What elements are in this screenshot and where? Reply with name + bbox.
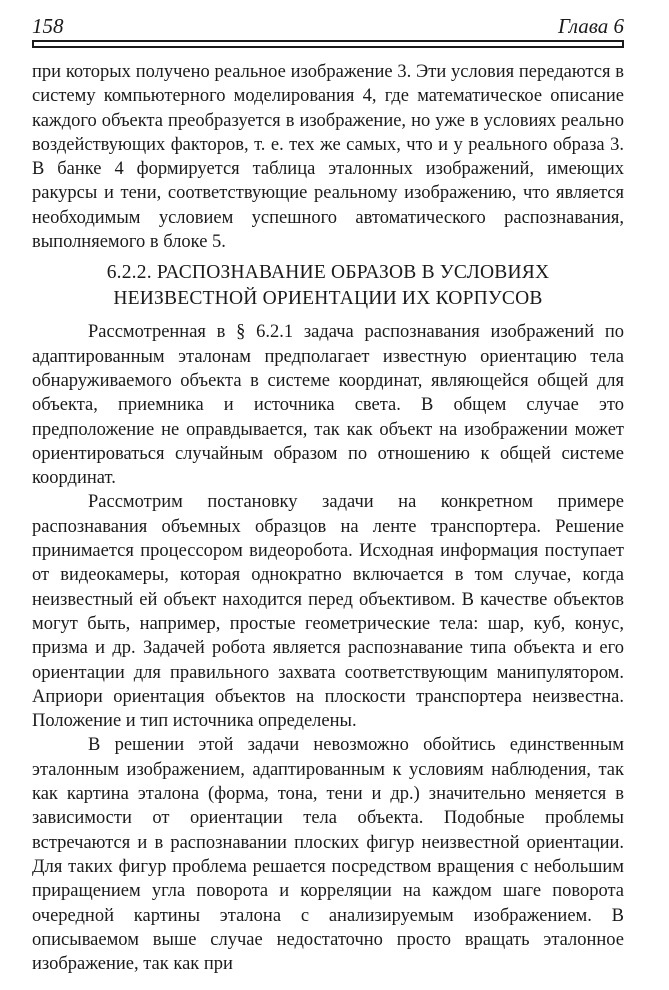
page-body: [32, 60, 624, 976]
running-head: [32, 14, 624, 40]
section-heading: [32, 260, 624, 312]
paragraph: Рассмотрим постановку задачи на конкретном примере распознавания объемных образцов на ленте транспортера. Решение принимается процессором видеоробота. Исходная информация поступает от видеокамеры, которая однократно включается в том случае, когда неизвестный ей объект находится перед объективом. В качестве объектов могут быть, например, простые геометрические тела: шар, куб, конус, призма и др. Задачей робота является распознавание типа объекта и его ориентации для правильного захвата соответствующим манипулятором. Априори ориентация объектов на плоскости транспортера неизвестна. Положение и тип источника определены.: [32, 492, 624, 732]
chapter-title: Глава 6: [558, 14, 624, 38]
page-number: 158: [32, 14, 64, 38]
book-page: [32, 14, 624, 976]
paragraph: Рассмотренная в § 6.2.1 задача распознавания изображений по адаптированным эталонам предполагает известную ориентацию тела обнаруживаемого объекта в системе координат, являющейся общей для объекта, приемника и источника света. В общем случае это предположение не оправдывается, так как объект на изображении может ориентироваться случайным образом по отношению к общей системе координат.: [32, 322, 624, 489]
header-rule: [32, 40, 624, 48]
paragraph: В решении этой задачи невозможно обойтись единственным эталонным изображением, адаптированным к условиям наблюдения, так как картина эталона (форма, тона, тени и др.) значительно меняется в зависимости от ориентации тела объекта. Подобные проблемы встречаются и в распознавании плоских фигур неизвестной ориентации. Для таких фигур проблема решается посредством вращения с небольшим приращением угла поворота и корреляции на каждом шаге поворота очередной картины эталона с анализируемым изображением. В описываемом выше случае недостаточно просто вращать эталонное изображение, так как при: [32, 735, 624, 975]
paragraph-continued: при которых получено реальное изображение 3. Эти условия передаются в систему компьютерного моделирования 4, где математическое описание каждого объекта преобразуется в изображение, но уже в условиях реально воздействующих факторов, т. е. тех же самых, что и у реального образа 3. В банке 4 формируется таблица эталонных изображений, имеющих ракурсы и тени, соответствующие реальному изображению, что является необходимым условием успешного автоматического распознавания, выполняемого в блоке 5.: [32, 62, 624, 253]
section-heading-line-1: 6.2.2. РАСПОЗНАВАНИЕ ОБРАЗОВ В УСЛОВИЯХ: [106, 262, 550, 284]
section-heading-line-2: НЕИЗВЕСТНОЙ ОРИЕНТАЦИИ ИХ КОРПУСОВ: [113, 288, 543, 310]
